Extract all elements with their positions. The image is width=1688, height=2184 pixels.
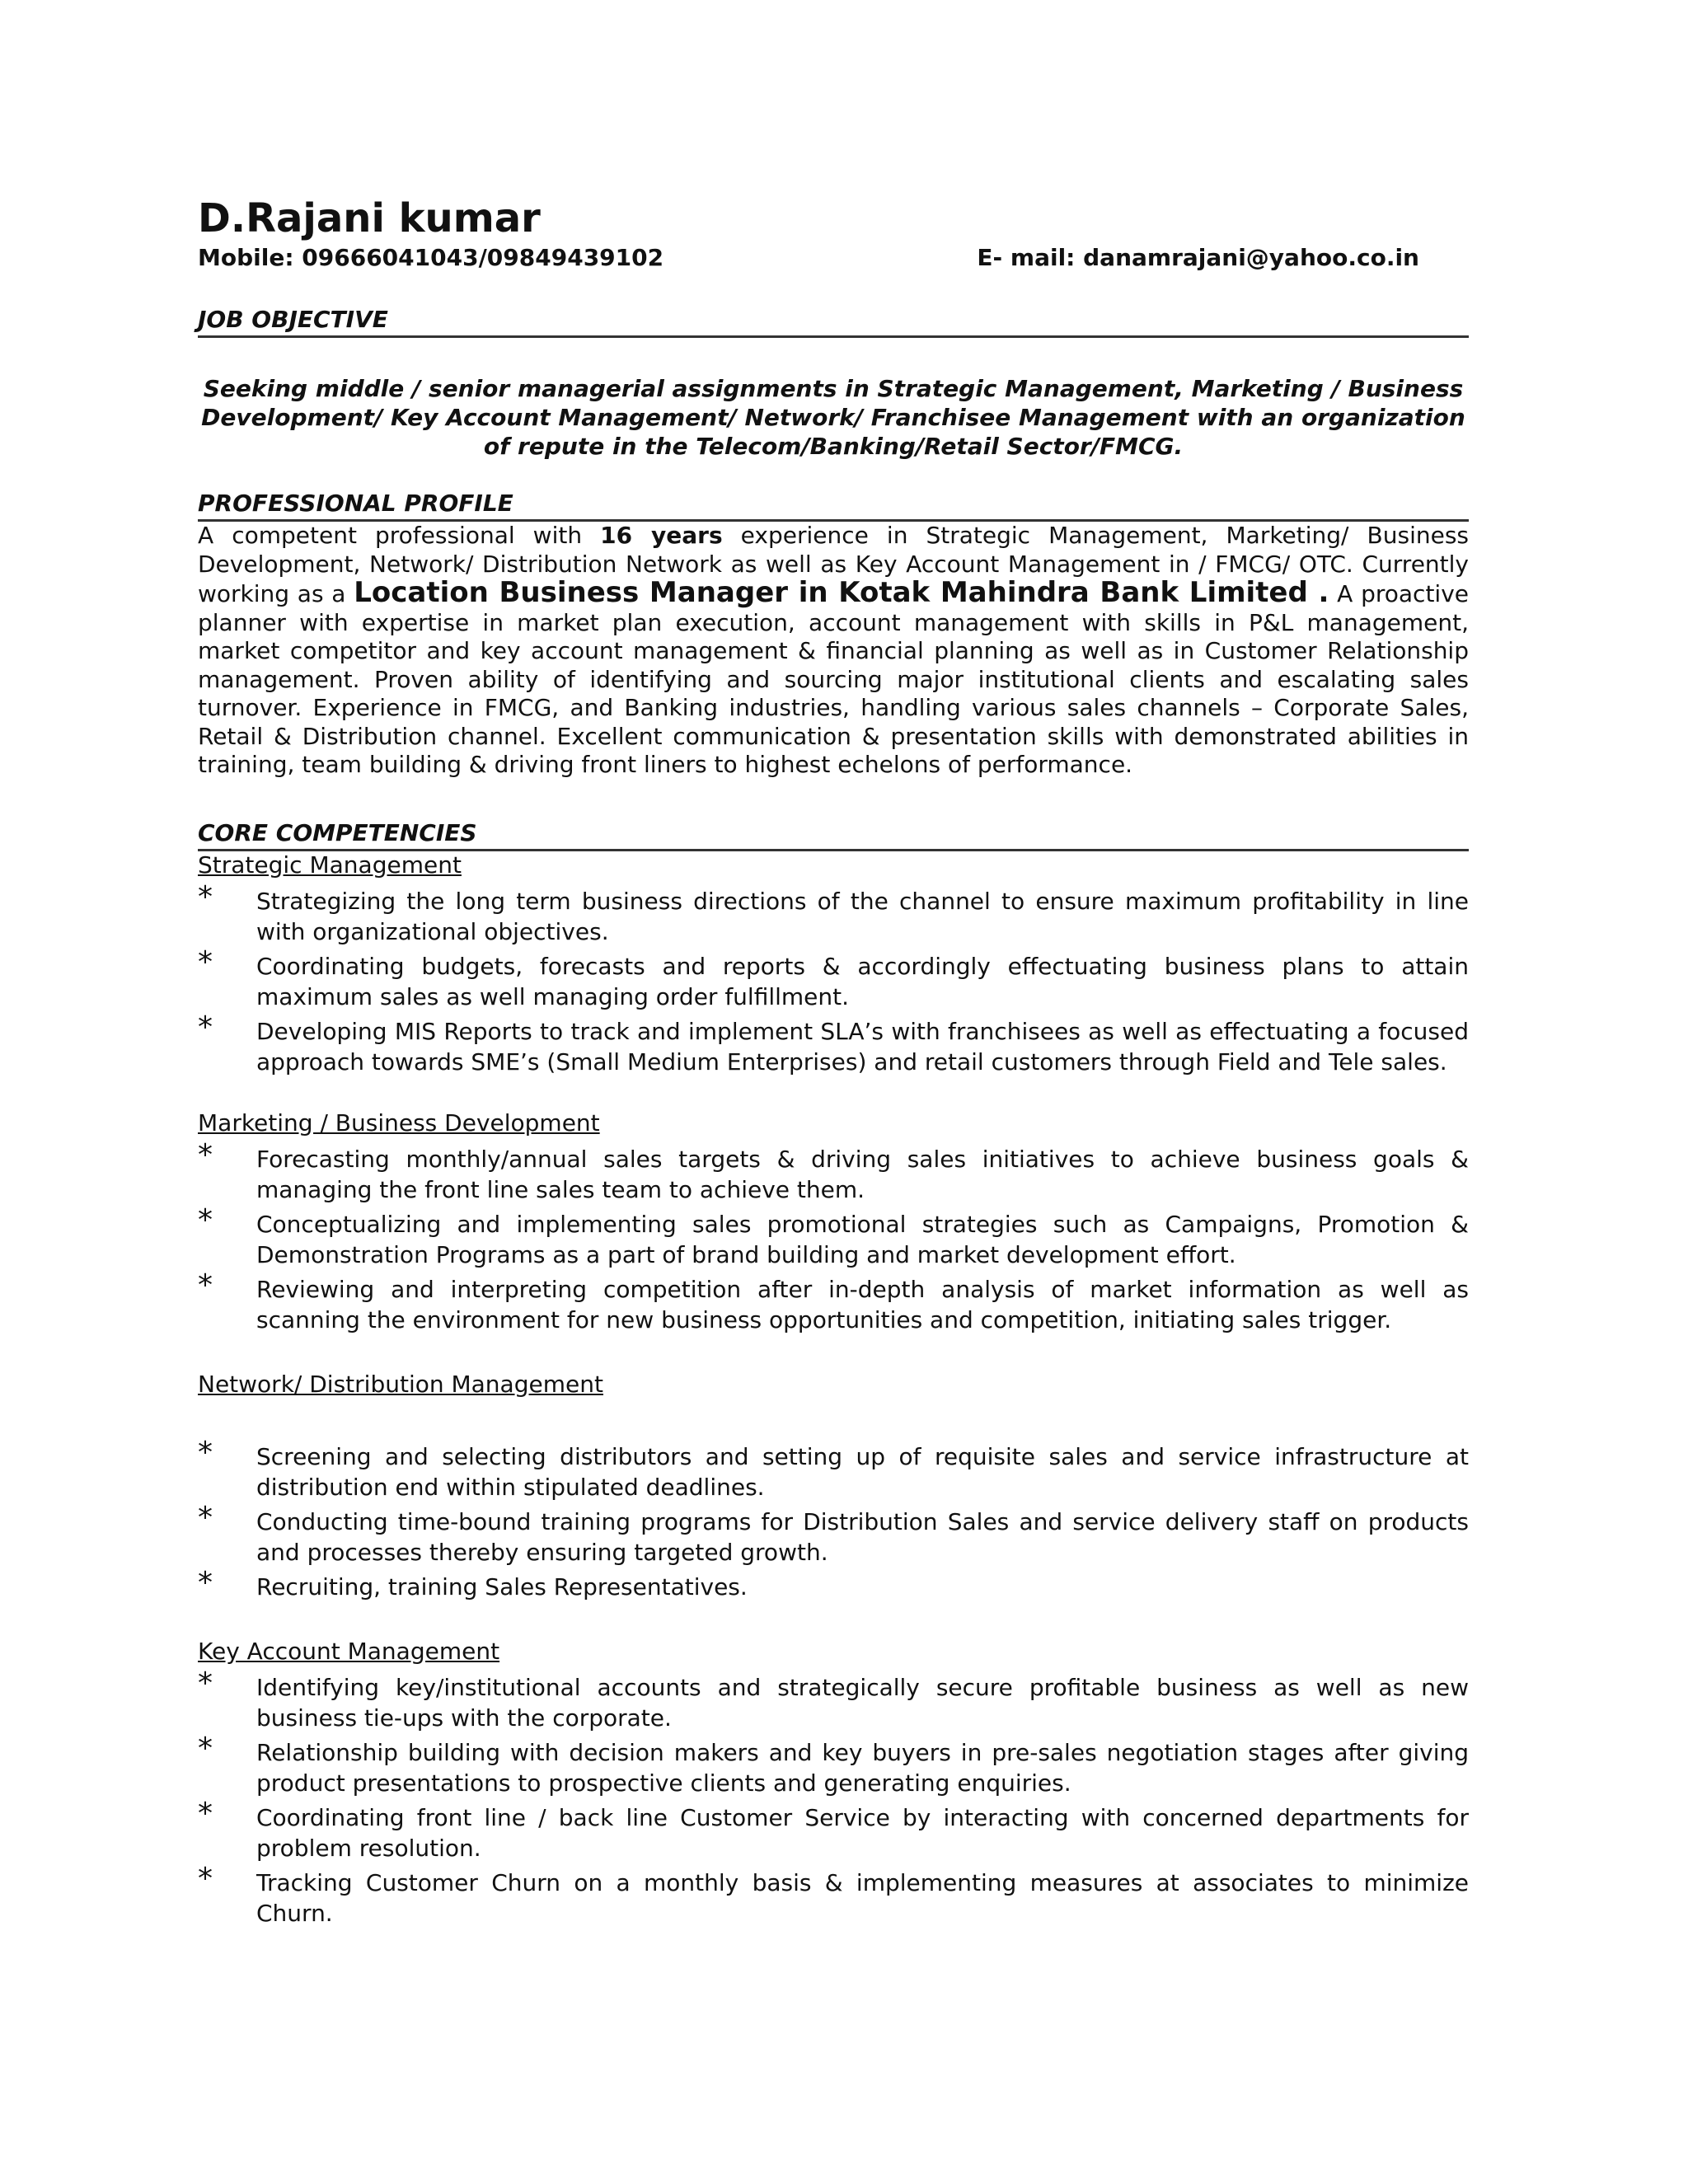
list-item bbox=[198, 944, 1469, 1012]
list-item-text: Strategizing the long term business directions of the channel to ensure maximum profitability in line with organizational objectives. bbox=[256, 887, 1469, 945]
list-item-text: Relationship building with decision makers and key buyers in pre-sales negotiation stages after giving product presentations to prospective clients and generating enquiries. bbox=[256, 1738, 1469, 1797]
job-objective-heading: JOB OBJECTIVE bbox=[198, 306, 1469, 338]
competency-list-strategic bbox=[198, 879, 1469, 1077]
bullet-star: * bbox=[198, 1137, 213, 1172]
list-item bbox=[198, 1500, 1469, 1568]
bullet-star: * bbox=[198, 1731, 213, 1765]
competency-title-strategic: Strategic Management bbox=[198, 851, 462, 879]
list-item bbox=[198, 1435, 1469, 1502]
list-item-text: Screening and selecting distributors and setting up of requisite sales and service infrastructure at distribution end within stipulated deadlines. bbox=[256, 1442, 1469, 1501]
job-objective-text: Seeking middle / senior managerial assignments in Strategic Management, Marketing / Business Development/ Key Account Management/ Network/ Franchisee Management with an organization of repute in the Telecom/Banking/Retail Sector/FMCG. bbox=[201, 375, 1465, 460]
contact-line bbox=[198, 243, 1469, 273]
list-item-text: Conducting time-bound training programs for Distribution Sales and service delivery staff on products and processes thereby ensuring targeted growth. bbox=[256, 1507, 1469, 1566]
list-item bbox=[198, 1861, 1469, 1929]
list-item-text: Coordinating budgets, forecasts and reports & accordingly effectuating business plans to attain maximum sales as well managing order fulfillment. bbox=[256, 952, 1469, 1010]
list-item bbox=[198, 1010, 1469, 1077]
resume-page bbox=[198, 194, 1469, 1933]
profile-text-part-2: experience in Strategic Management, Marketing/ Business Development, Network/ Distribution Network as well as Key Account Management in / FMCG/ OTC. Currently working as a bbox=[198, 522, 1470, 607]
list-item-text: Identifying key/institutional accounts and strategically secure profitable business as well as new business tie-ups with the corporate. bbox=[256, 1673, 1469, 1732]
bullet-star: * bbox=[198, 1796, 213, 1830]
competency-title-marketing: Marketing / Business Development bbox=[198, 1108, 600, 1137]
professional-profile-heading: PROFESSIONAL PROFILE bbox=[198, 490, 1469, 522]
list-item bbox=[198, 1796, 1469, 1863]
list-item-text: Conceptualizing and implementing sales promotional strategies such as Campaigns, Promotion & Demonstration Programs as a part of brand building and market development effort. bbox=[256, 1210, 1469, 1268]
bullet-star: * bbox=[198, 1010, 213, 1044]
list-item bbox=[198, 1731, 1469, 1798]
bullet-star: * bbox=[198, 1435, 213, 1469]
experience-years: 16 years bbox=[600, 522, 723, 549]
bullet-star: * bbox=[198, 944, 213, 979]
competency-title-key-account: Key Account Management bbox=[198, 1637, 500, 1665]
list-item-text: Reviewing and interpreting competition after in-depth analysis of market information as well as scanning the environment for new business opportunities and competition, initiating sales trigger. bbox=[256, 1275, 1469, 1333]
competency-list-marketing bbox=[198, 1137, 1469, 1335]
competency-list-network bbox=[198, 1435, 1469, 1602]
bullet-star: * bbox=[198, 879, 213, 914]
bullet-star: * bbox=[198, 1268, 213, 1302]
list-item-text: Developing MIS Reports to track and implement SLA’s with franchisees as well as effectuating a focused approach towards SME’s (Small Medium Enterprises) and retail customers through Field and Tele sales. bbox=[256, 1017, 1469, 1076]
bullet-star: * bbox=[198, 1666, 213, 1700]
list-item-text: Tracking Customer Churn on a monthly basis & implementing measures at associates to minimize Churn. bbox=[256, 1868, 1469, 1927]
bullet-star: * bbox=[198, 1565, 213, 1600]
list-item-text: Recruiting, training Sales Representatives. bbox=[256, 1572, 748, 1601]
list-item-text: Coordinating front line / back line Customer Service by interacting with concerned departments for problem resolution. bbox=[256, 1803, 1469, 1862]
email-address: E- mail: danamrajani@yahoo.co.in bbox=[977, 244, 1419, 271]
list-item bbox=[198, 1137, 1469, 1205]
bullet-star: * bbox=[198, 1202, 213, 1237]
profile-text-part-3: A proactive planner with expertise in market plan execution, account management with skills in P&L management, market competitor and key account management & financial planning as well as in Customer Relationship management. Proven ability of identifying and sourcing major institutional clients and escalating sales turnover. Experience in FMCG, and Banking industries, handling various sales channels – Corporate Sales, Retail & Distribution channel. Excellent communication & presentation skills with demonstrated abilities in training, team building & driving front liners to highest echelons of performance. bbox=[198, 580, 1469, 778]
competency-list-key-account bbox=[198, 1666, 1469, 1929]
list-item-text: Forecasting monthly/annual sales targets & driving sales initiatives to achieve business goals & managing the front line sales team to achieve them. bbox=[256, 1145, 1469, 1203]
bullet-star: * bbox=[198, 1861, 213, 1896]
mobile-number: Mobile: 09666041043/09849439102 bbox=[198, 244, 664, 271]
competency-title-network: Network/ Distribution Management bbox=[198, 1370, 603, 1398]
profile-text-part-1: A competent professional with bbox=[198, 522, 601, 549]
list-item bbox=[198, 1666, 1469, 1733]
list-item bbox=[198, 1268, 1469, 1335]
professional-profile-text bbox=[198, 522, 1469, 780]
list-item bbox=[198, 1202, 1469, 1270]
list-item bbox=[198, 879, 1469, 947]
list-item bbox=[198, 1565, 1469, 1602]
bullet-star: * bbox=[198, 1500, 213, 1535]
current-role: Location Business Manager in Kotak Mahindra Bank Limited . bbox=[354, 576, 1329, 609]
candidate-name: D.Rajani kumar bbox=[198, 195, 541, 241]
core-competencies-heading: CORE COMPETENCIES bbox=[198, 819, 1469, 851]
